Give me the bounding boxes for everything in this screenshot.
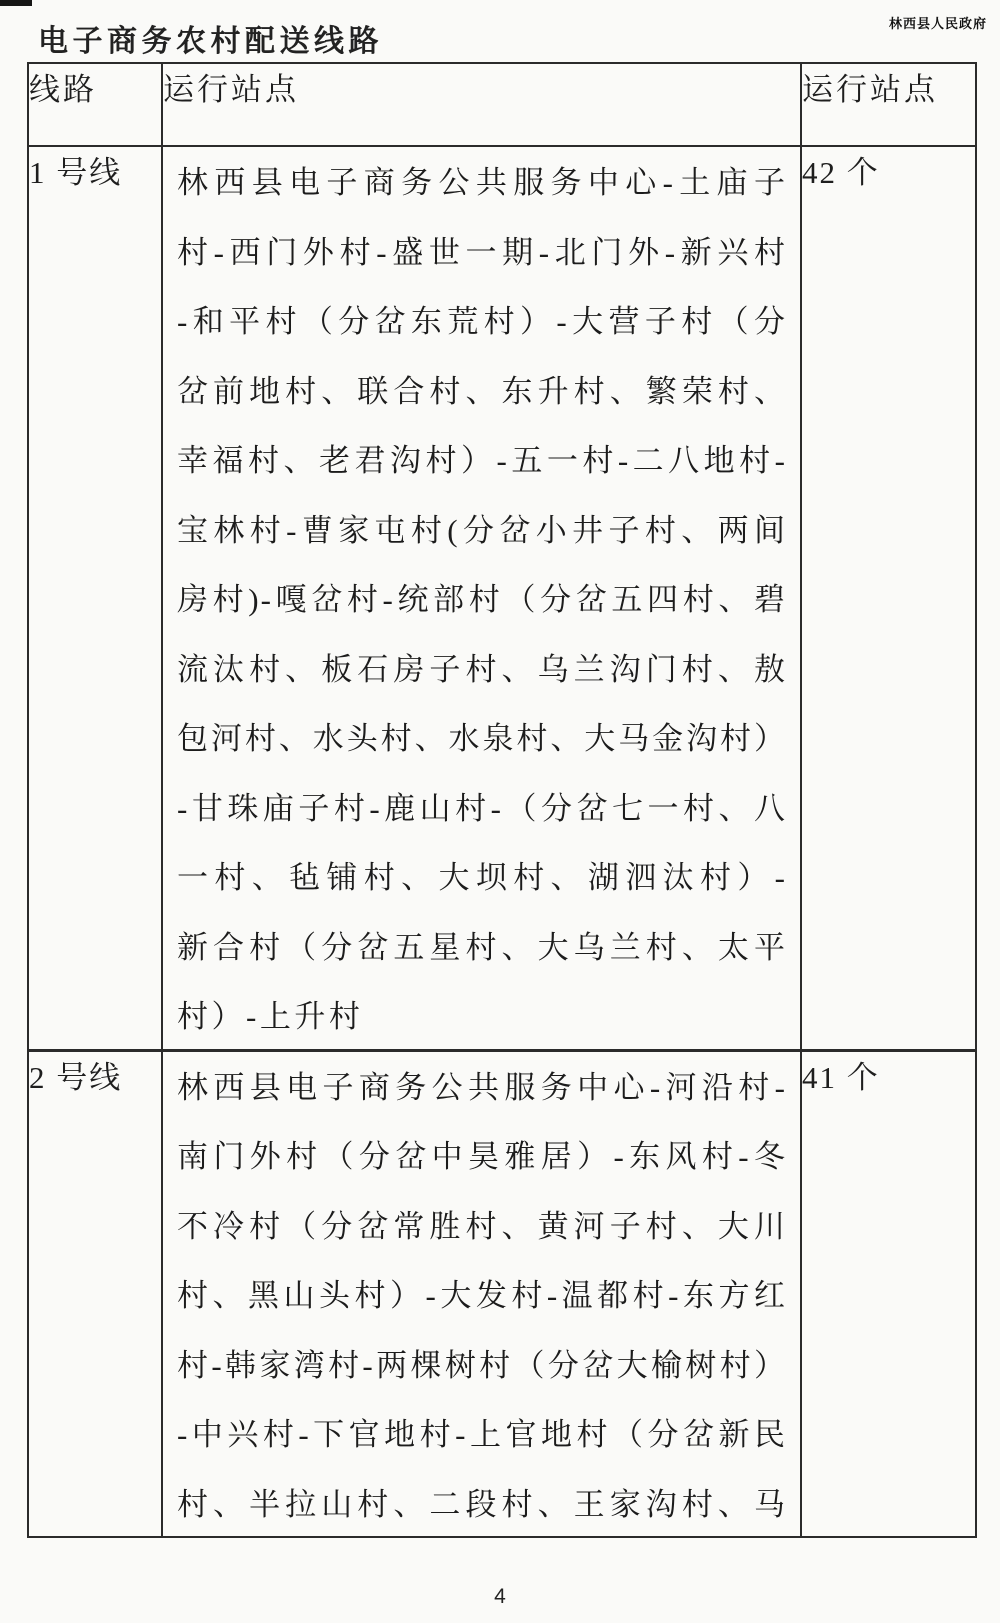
gov-watermark: 林西县人民政府 xyxy=(888,16,987,31)
stations-text-line: 南门外村（分岔中昊雅居）-东风村-冬 xyxy=(177,1139,787,1174)
stations-text-line: 村、黑山头村）-大发村-温都村-东方红 xyxy=(177,1278,787,1313)
stations-text-line: 流汰村、板石房子村、乌兰沟门村、敖 xyxy=(177,651,787,687)
stations-text-line: -和平村（分岔东荒村）-大营子村（分 xyxy=(177,304,787,339)
stations-cell xyxy=(162,146,801,1050)
stations-text-line: 包河村、水头村、水泉村、大马金沟村） xyxy=(177,721,787,756)
stations-text-line: 林西县电子商务公共服务中心-土庙子 xyxy=(177,165,787,200)
stations-cell xyxy=(162,1050,801,1537)
route-row xyxy=(28,1050,976,1537)
table-header-row xyxy=(28,63,976,146)
stations-text-line: 林西县电子商务公共服务中心-河沿村- xyxy=(177,1069,787,1105)
routes-table xyxy=(27,62,977,1538)
page-number: 4 xyxy=(494,1585,506,1608)
stations-text-line: 幸福村、老君沟村）-五一村-二八地村- xyxy=(177,443,787,478)
station-count-cell: 41 个 xyxy=(801,1050,976,1537)
stations-text-block xyxy=(163,1052,800,1535)
stations-text-line: 村-西门外村-盛世一期-北门外-新兴村 xyxy=(177,234,787,270)
station-count-cell: 42 个 xyxy=(801,146,976,1050)
scan-edge-artifact xyxy=(0,0,32,6)
stations-text-line: -中兴村-下官地村-上官地村（分岔新民 xyxy=(177,1417,787,1452)
page-title: 电子商务农村配送线路 xyxy=(38,25,383,58)
stations-text-line: 村）-上升村 xyxy=(177,999,364,1034)
stations-text-line: 一村、毡铺村、大坝村、湖泗汰村）- xyxy=(177,860,787,895)
col-header-route: 线路 xyxy=(28,63,162,146)
stations-text-line: 村、半拉山村、二段村、王家沟村、马 xyxy=(177,1486,787,1522)
stations-text-line: -甘珠庙子村-鹿山村-（分岔七一村、八 xyxy=(177,790,787,826)
stations-text-line: 岔前地村、联合村、东升村、繁荣村、 xyxy=(177,373,787,409)
stations-text-line: 村-韩家湾村-两棵树村（分岔大榆树村） xyxy=(177,1347,787,1383)
route-row xyxy=(28,146,976,1050)
route-name-cell: 1 号线 xyxy=(28,146,162,1050)
stations-text-line: 房村)-嘎岔村-统部村（分岔五四村、碧 xyxy=(177,582,787,617)
stations-text-line: 新合村（分岔五星村、大乌兰村、太平 xyxy=(177,929,787,965)
route-name-cell: 2 号线 xyxy=(28,1050,162,1537)
col-header-count: 运行站点 xyxy=(801,63,976,146)
stations-text-line: 宝林村-曹家屯村(分岔小井子村、两间 xyxy=(177,512,787,548)
col-header-stations: 运行站点 xyxy=(162,63,801,146)
stations-text-line: 不冷村（分岔常胜村、黄河子村、大川 xyxy=(177,1208,787,1244)
stations-text-block xyxy=(163,147,800,1047)
